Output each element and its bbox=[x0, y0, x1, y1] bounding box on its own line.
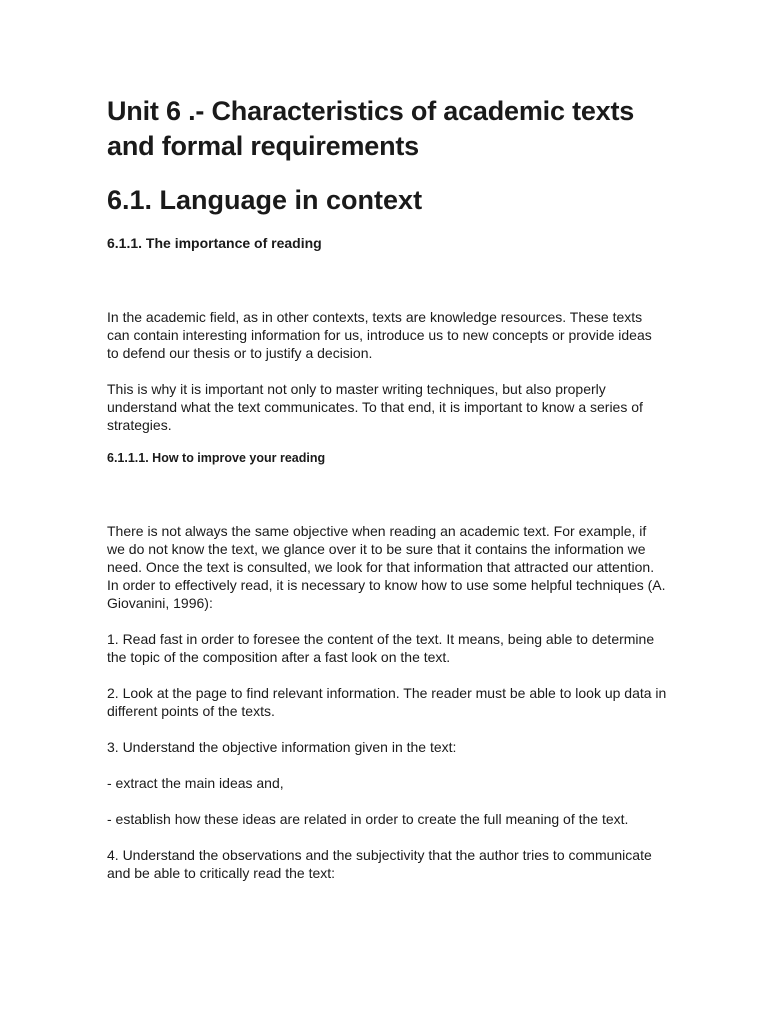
list-item-4: 4. Understand the observations and the subjectivity that the author tries to communicate and be able to critically read the text: bbox=[107, 847, 652, 881]
body-paragraph-1: There is not always the same objective when reading an academic text. For example, if we do not know the text, we glance over it to be sure that it contains the information we need. Once the text is consulted, we look for that information that attracted our attention. In order to effectively read, it is necessary to know how to use some helpful techniques (A. Giovanini, 1996): bbox=[107, 523, 666, 611]
intro-paragraph-2: This is why it is important not only to master writing techniques, but also properly understand what the text communicates. To that end, it is important to know a series of strategies. bbox=[107, 381, 643, 433]
document-content bbox=[107, 94, 667, 882]
list-item-2: 2. Look at the page to find relevant information. The reader must be able to look up data in different points of the texts. bbox=[107, 685, 667, 719]
intro-paragraph-1: In the academic field, as in other contexts, texts are knowledge resources. These texts can contain interesting information for us, introduce us to new concepts or provide ideas to defend our thesis or to justify a decision. bbox=[107, 309, 652, 361]
subsubsection-heading: 6.1.1.1. How to improve your reading bbox=[107, 451, 326, 465]
sub-item-1: - extract the main ideas and, bbox=[107, 775, 284, 791]
section-heading: 6.1. Language in context bbox=[107, 185, 423, 215]
list-item-3: 3. Understand the objective information given in the text: bbox=[107, 739, 457, 755]
document-title: Unit 6 .- Characteristics of academic texts and formal requirements bbox=[107, 96, 635, 161]
subsection-heading: 6.1.1. The importance of reading bbox=[107, 235, 322, 251]
sub-item-2: - establish how these ideas are related in order to create the full meaning of the text. bbox=[107, 811, 629, 827]
list-item-1: 1. Read fast in order to foresee the content of the text. It means, being able to determine the topic of the composition after a fast look on the text. bbox=[107, 631, 655, 665]
